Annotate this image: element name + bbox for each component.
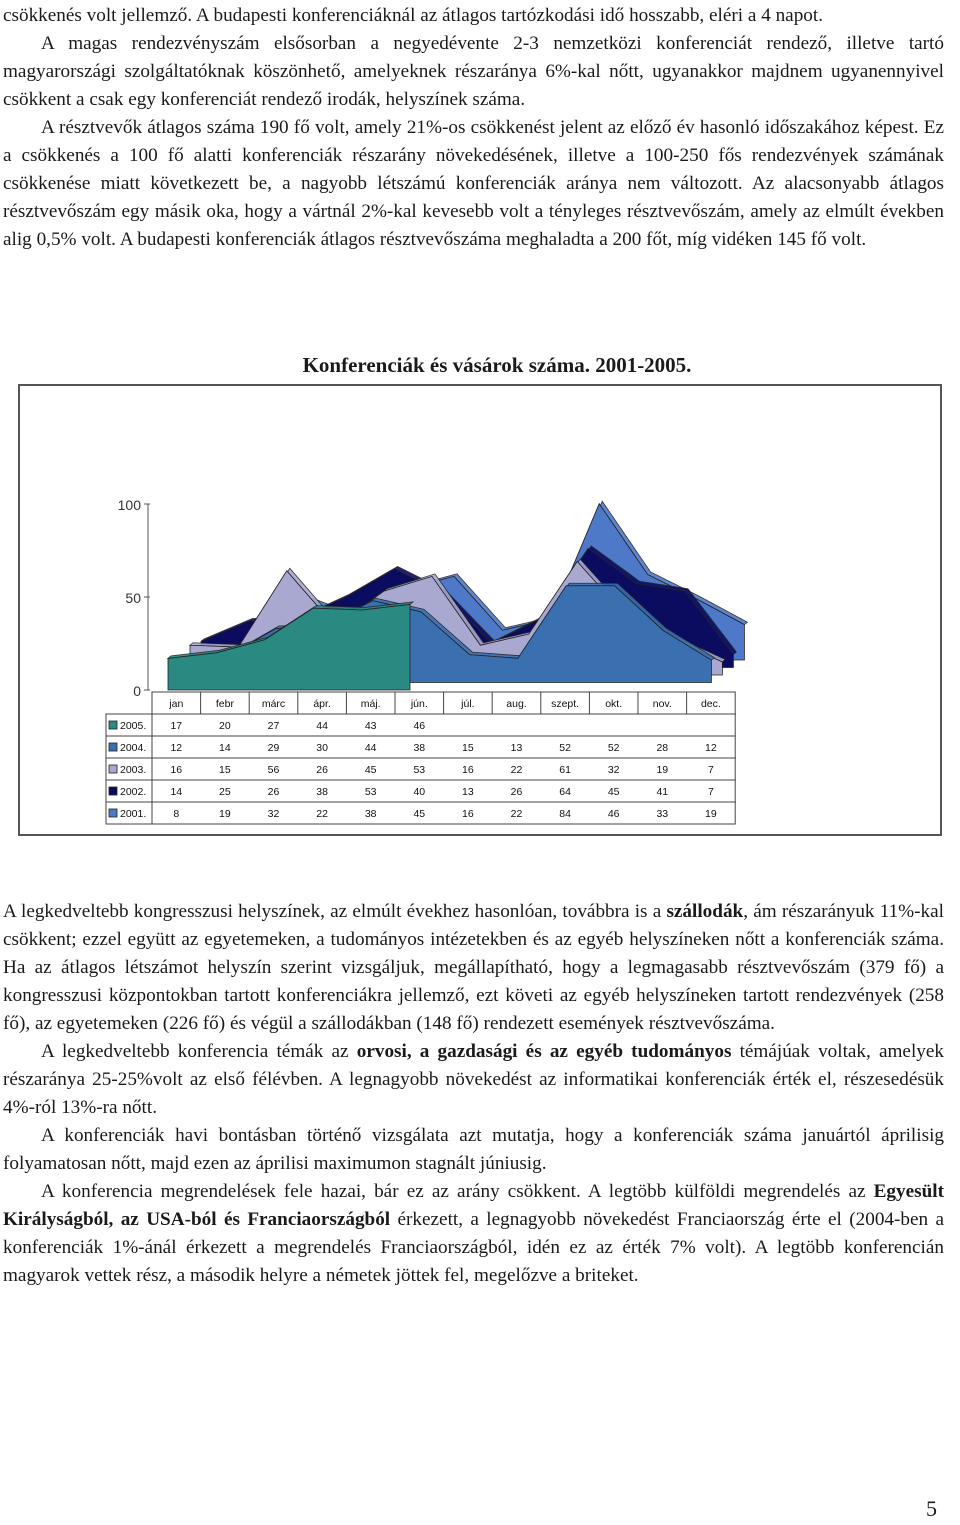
table-cell: 22: [510, 764, 523, 776]
legend-label: 2001.: [120, 808, 147, 820]
paragraph: [3, 1038, 944, 1122]
table-cell: 14: [219, 742, 231, 754]
table-header-cell: máj.: [360, 698, 381, 710]
paragraph: [3, 1178, 944, 1290]
table-cell: 32: [607, 764, 620, 776]
table-header-cell: jún.: [410, 698, 428, 710]
table-header-cell: okt.: [605, 698, 623, 710]
table-cell: 19: [219, 808, 231, 820]
table-cell: 8: [173, 808, 180, 820]
table-cell: 26: [510, 786, 523, 798]
table-cell: 33: [656, 808, 669, 820]
table-cell: 7: [707, 786, 714, 798]
table-cell: 12: [705, 742, 717, 754]
text-run: A legkedveltebb konferencia témák az: [41, 1041, 357, 1062]
table-cell: 25: [219, 786, 231, 798]
legend-swatch: [109, 765, 117, 773]
table-cell: 30: [316, 742, 328, 754]
chart-title: Konferenciák és vásárok száma. 2001-2005.: [302, 353, 692, 377]
table-cell: 52: [607, 742, 620, 754]
table-cell: 46: [607, 808, 620, 820]
table-header-cell: aug.: [506, 698, 527, 710]
table-cell: 43: [364, 720, 377, 732]
text-run-bold: Egyesült Királyságból, az USA-ból és Franciaországból: [3, 1181, 944, 1230]
table-cell: 38: [316, 786, 328, 798]
legend-swatch: [109, 721, 117, 729]
text-block-top: [3, 2, 944, 254]
paragraph: A résztvevők átlagos száma 190 fő volt, amely 21%-os csökkenést jelent az előző év hasonló időszakához képest. Ez a csökkenés a 100 fő alatti konferenciák részarány növekedésének, illetve a 100-250 fős rendezvények számának csökkenése miatt következett be, a nagyobb létszámú konferenciák aránya nem változott. Az alacsonyabb átlagos résztvevőszám egy másik oka, hogy a vártnál 2%-kal kevesebb volt a tényleges résztvevőszám, amely az elmúlt években alig 0,5% volt. A budapesti konferenciák átlagos résztvevőszáma meghaladta a 200 főt, míg vidéken 145 fő volt.: [3, 117, 944, 250]
chart-svg: [18, 384, 942, 836]
table-cell: 27: [267, 720, 280, 732]
y-tick-label: 0: [133, 683, 141, 699]
text-run-bold: szállodák: [666, 901, 744, 922]
text-run: A legkedveltebb kongresszusi helyszínek, az elmúlt évekhez hasonlóan, továbbra is a: [3, 901, 667, 922]
paragraph: csökkenés volt jellemző. A budapesti konferenciáknál az átlagos tartózkodási idő hosszabb, eléri a 4 napot.: [3, 5, 824, 26]
table-cell: 19: [656, 764, 669, 776]
text-run-bold: orvosi, a gazdasági és az egyéb tudományos: [356, 1041, 732, 1062]
legend-swatch: [109, 743, 117, 751]
table-header-cell: ápr.: [313, 698, 331, 710]
page-number: 5: [926, 1496, 937, 1521]
table-header-cell: jan: [169, 698, 184, 710]
table-cell: 22: [316, 808, 328, 820]
table-cell: 53: [413, 764, 426, 776]
table-cell: 22: [510, 808, 523, 820]
table-cell: 45: [364, 764, 377, 776]
table-cell: 53: [364, 786, 377, 798]
table-cell: 40: [413, 786, 426, 798]
table-cell: 12: [170, 742, 183, 754]
table-header-cell: márc: [261, 698, 286, 710]
table-cell: 41: [656, 786, 669, 798]
table-cell: 38: [413, 742, 426, 754]
table-cell: 26: [267, 786, 280, 798]
table-cell: 15: [462, 742, 474, 754]
chart-container: [18, 384, 942, 836]
text-run: érkezett, a legnagyobb növekedést Franciaország érte el (2004-ben a konferenciák 1%-ánál érkezett a megrendelés Franciaországból, idén ez az érték 7% volt). A legtöbb konferencián magyarok vettek rész, a második helyre a németek jöttek fel, megelőzve a briteket.: [3, 1209, 944, 1286]
table-cell: 16: [462, 808, 474, 820]
paragraph: A konferenciák havi bontásban történő vizsgálata azt mutatja, hogy a konferenciák száma januártól áprilisig folyamatosan nőtt, majd ezen az áprilisi maximumon stagnált júniusig.: [3, 1125, 944, 1174]
table-header-cell: nov.: [652, 698, 672, 710]
table-cell: 26: [316, 764, 328, 776]
paragraph: A magas rendezvényszám elsősorban a negyedévente 2-3 nemzetközi konferenciát rendező, illetve tartó magyarországi szolgáltatóknak köszönhető, amelyeknek részaránya 6%-kal nőtt, ugyanakkor majdnem ugyanennyivel csökkent a csak egy konferenciát rendező irodák, helyszínek száma.: [3, 33, 944, 110]
text-run: témájúak voltak, amelyek részaránya 25-25%volt az első félévben. A legnagyobb növekedést az informatikai konferenciák érték el, részesedésük 4%-ról 13%-ra nőtt.: [3, 1041, 944, 1118]
table-cell: 20: [219, 720, 231, 732]
table-header-cell: dec.: [700, 698, 721, 710]
table-cell: 44: [316, 720, 328, 732]
legend-swatch: [109, 787, 117, 795]
table-cell: 56: [267, 764, 280, 776]
table-cell: 16: [170, 764, 183, 776]
legend-label: 2004.: [120, 742, 147, 754]
legend-label: 2002.: [120, 786, 147, 798]
table-cell: 13: [462, 786, 474, 798]
table-cell: 17: [170, 720, 183, 732]
table-cell: 46: [413, 720, 426, 732]
table-cell: 19: [705, 808, 717, 820]
table-cell: 16: [462, 764, 474, 776]
table-cell: 29: [267, 742, 280, 754]
table-cell: 84: [559, 808, 571, 820]
table-cell: 45: [413, 808, 426, 820]
table-cell: 38: [364, 808, 377, 820]
table-cell: 32: [267, 808, 280, 820]
text-run: , ám részarányuk 11%-kal csökkent; ezzel együtt az egyetemeken, a tudományos intézetekben és az egyéb helyszíneken nőtt a konferenciák száma. Ha az átlagos létszámot helyszín szerint vizsgáljuk, megállapítható, hogy a legmagasabb résztvevőszám (379 fő) a kongresszusi központokban tartott konferenciákra jellemző, ezt követi az egyéb helyszíneken tartott rendezvények (258 fő), az egyetemeken (226 fő) és végül a szállodákban (148 fő) rendezett események résztvevőszáma.: [3, 901, 945, 1034]
table-header-cell: szept.: [551, 698, 580, 710]
text-block-bottom: [3, 898, 944, 1290]
table-cell: 14: [170, 786, 183, 798]
legend-label: 2005.: [120, 720, 147, 732]
y-tick-label: 100: [117, 497, 141, 513]
table-cell: 15: [219, 764, 231, 776]
table-header-cell: júl.: [461, 698, 475, 710]
text-run: A konferencia megrendelések fele hazai, bár ez az arány csökkent. A legtöbb külföldi megrendelés az: [41, 1181, 874, 1202]
table-cell: 52: [559, 742, 571, 754]
table-cell: 13: [510, 742, 523, 754]
table-cell: 61: [559, 764, 571, 776]
legend-swatch: [109, 809, 117, 817]
table-cell: 64: [559, 786, 571, 798]
table-cell: 28: [656, 742, 669, 754]
y-tick-label: 50: [125, 590, 141, 606]
paragraph: [3, 898, 944, 1038]
table-header-cell: febr: [215, 698, 234, 710]
table-cell: 44: [364, 742, 377, 754]
table-cell: 7: [707, 764, 714, 776]
legend-label: 2003.: [120, 764, 147, 776]
table-cell: 45: [607, 786, 620, 798]
